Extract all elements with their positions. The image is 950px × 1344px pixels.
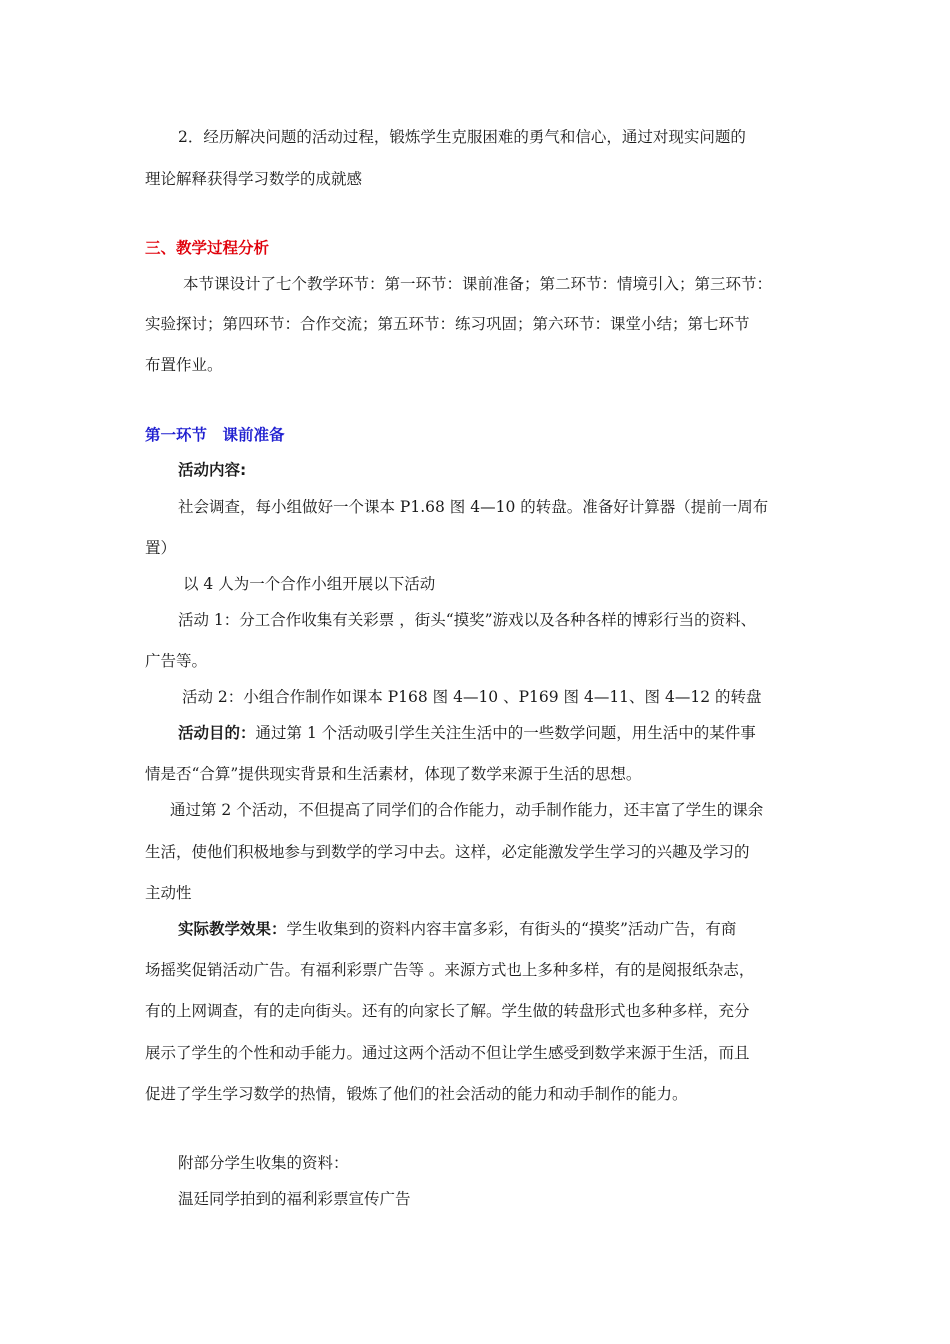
objective-2-line-1: 2．经历解决问题的活动过程，锻炼学生克服困难的勇气和信心，通过对现实问题的	[178, 128, 746, 146]
activity-1-line-1: 活动 1：分工合作收集有关彩票 ，街头“摸奖”游戏以及各种各样的博彩行当的资料、	[178, 611, 757, 629]
activity-purpose-line-2: 情是否“合算”提供现实背景和生活素材，体现了数学来源于生活的思想。	[145, 765, 642, 783]
section-intro-line-1: 本节课设计了七个教学环节：第一环节：课前准备；第二环节：情境引入；第三环节：	[183, 275, 773, 293]
teaching-effect-text-1: 学生收集到的资料内容丰富多彩，有街头的“摸奖”活动广告，有商	[286, 920, 737, 938]
appendix-line-2: 温廷同学拍到的福利彩票宣传广告	[178, 1190, 411, 1208]
teaching-effect-line-4: 展示了学生的个性和动手能力。通过这两个活动不但让学生感受到数学来源于生活，而且	[145, 1044, 750, 1062]
activity-2-purpose-line-3: 主动性	[145, 884, 192, 902]
stage-1-heading: 第一环节 课前准备	[145, 426, 285, 444]
appendix-line-1: 附部分学生收集的资料：	[178, 1154, 349, 1172]
group-activity-line: 以 4 人为一个合作小组开展以下活动	[183, 575, 436, 593]
section-intro-line-3: 布置作业。	[145, 356, 223, 374]
activity-purpose-label: 活动目的：	[178, 724, 256, 742]
activity-purpose-line-1	[178, 723, 756, 743]
activity-purpose-text-1: 通过第 1 个活动吸引学生关注生活中的一些数学问题，用生活中的某件事	[255, 724, 756, 742]
section-heading-3: 三、教学过程分析	[145, 239, 270, 257]
activity-content-line-2: 置）	[145, 539, 177, 557]
activity-2-purpose-line-2: 生活，使他们积极地参与到数学的学习中去。这样，必定能激发学生学习的兴趣及学习的	[145, 843, 750, 861]
activity-1-line-2: 广告等。	[145, 652, 208, 670]
teaching-effect-line-5: 促进了学生学习数学的热情，锻炼了他们的社会活动的能力和动手制作的能力。	[145, 1085, 688, 1103]
objective-2-line-2: 理论解释获得学习数学的成就感	[145, 170, 363, 188]
activity-2-purpose-line-1: 通过第 2 个活动，不但提高了同学们的合作能力，动手制作能力，还丰富了学生的课余	[170, 801, 764, 819]
teaching-effect-line-3: 有的上网调查，有的走向街头。还有的向家长了解。学生做的转盘形式也多种多样，充分	[145, 1002, 750, 1020]
activity-2-line: 活动 2：小组合作制作如课本 P168 图 4—10 、P169 图 4—11、图 4—12 的转盘	[182, 688, 762, 706]
activity-content-line-1: 社会调查，每小组做好一个课本 P1.68 图 4—10 的转盘。准备好计算器（提前一周布	[178, 498, 769, 516]
teaching-effect-line-1	[178, 919, 736, 939]
section-intro-line-2: 实验探讨；第四环节：合作交流；第五环节：练习巩固；第六环节：课堂小结；第七环节	[145, 315, 750, 333]
activity-content-label: 活动内容:	[178, 461, 247, 479]
teaching-effect-line-2: 场摇奖促销活动广告。有福利彩票广告等 。来源方式也上多种多样，有的是阅报纸杂志，	[145, 961, 755, 979]
teaching-effect-label: 实际教学效果：	[178, 920, 287, 938]
